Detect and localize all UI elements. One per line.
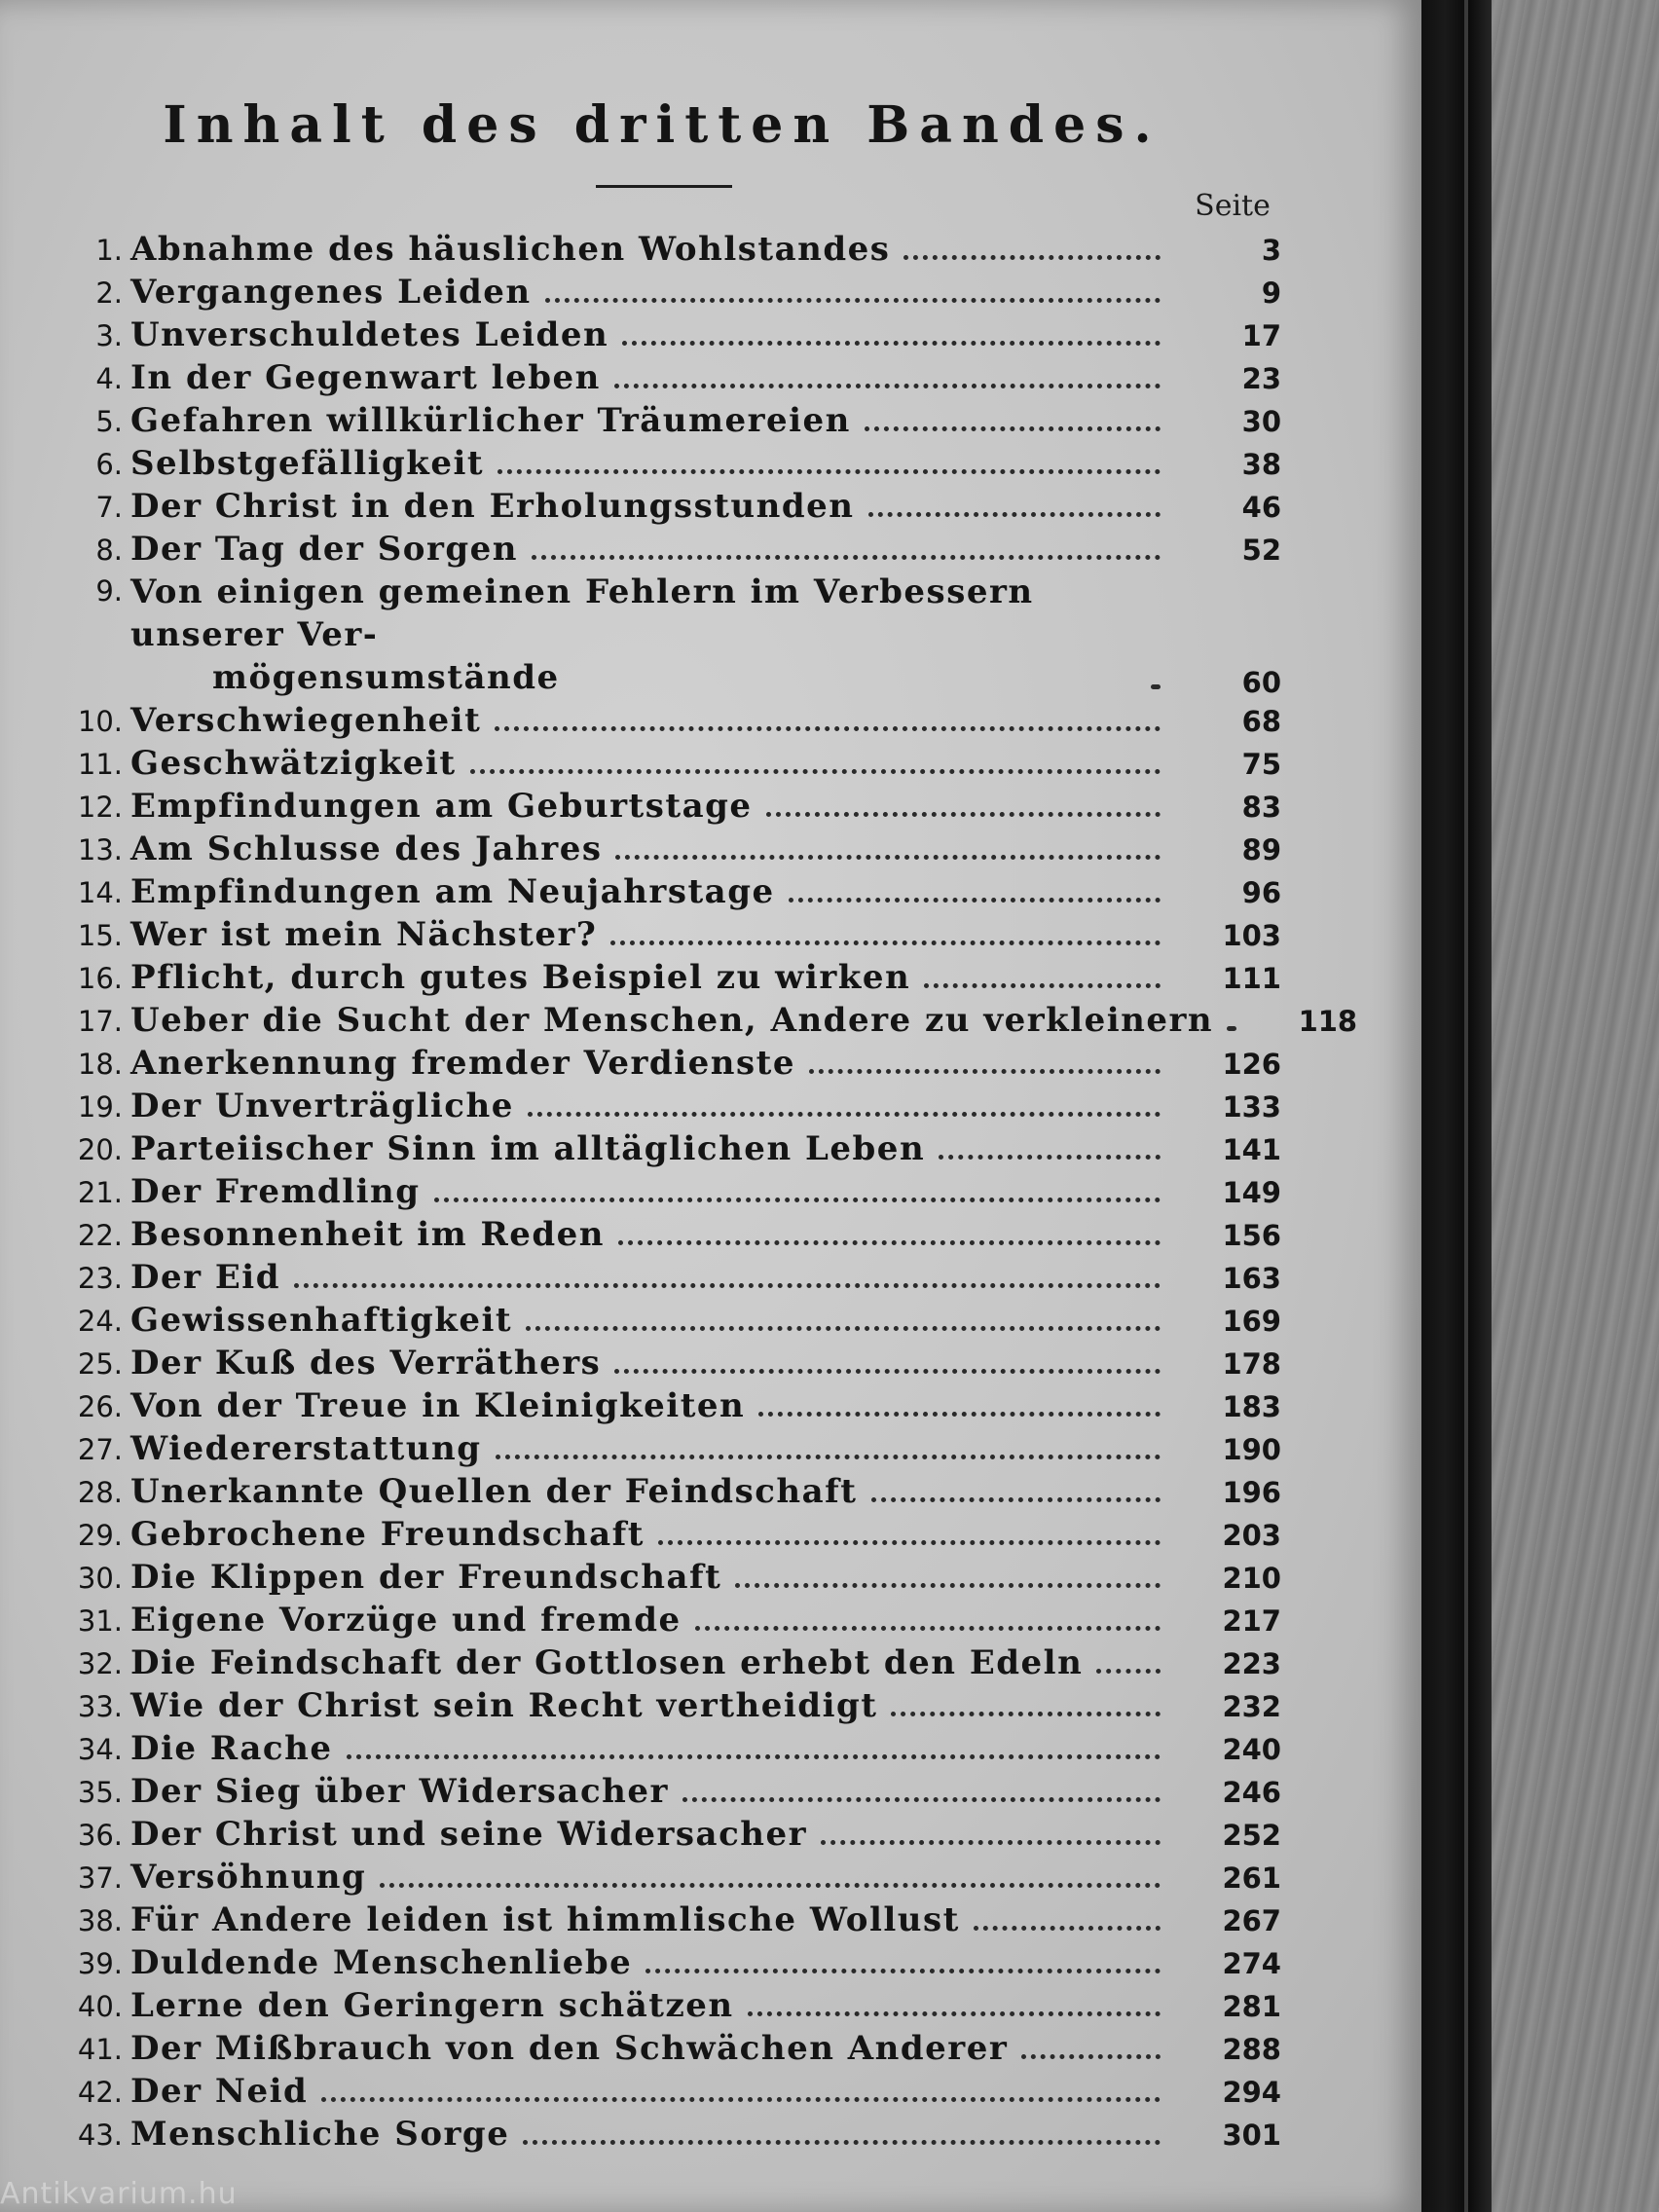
toc-entry-title [130, 571, 1137, 699]
toc-entry-number: 4. [95, 362, 123, 395]
toc-entry-title: Versöhnung [130, 1858, 367, 1897]
dot-leader [903, 255, 1161, 260]
toc-entry [55, 1899, 1281, 1941]
toc-entry-number: 13. [77, 833, 123, 866]
toc-entry-number: 1. [95, 234, 123, 267]
dot-leader [618, 1240, 1161, 1245]
toc-entry-page: 46 [1241, 491, 1281, 524]
dot-leader [924, 983, 1161, 988]
toc-entry [55, 785, 1281, 828]
toc-entry-number: 33. [77, 1690, 123, 1723]
toc-entry-title: Der Eid [130, 1258, 280, 1297]
toc-entry [55, 1684, 1281, 1727]
toc-entry-title: Lerne den Geringern schätzen [130, 1986, 734, 2025]
title-divider [596, 185, 732, 188]
dot-leader [1096, 1669, 1161, 1674]
dot-leader [526, 1326, 1161, 1331]
toc-entry-number: 12. [77, 791, 123, 824]
dot-leader [658, 1540, 1161, 1545]
toc-entry-number: 38. [77, 1904, 123, 1937]
toc-entry [55, 485, 1281, 528]
toc-entry-number: 5. [95, 405, 123, 438]
toc-entry-page: 83 [1241, 791, 1281, 824]
toc-entry-page: 89 [1241, 833, 1281, 866]
toc-entry-page: 240 [1222, 1733, 1281, 1766]
toc-entry-page: 232 [1222, 1690, 1281, 1723]
dot-leader [735, 1583, 1161, 1588]
toc-entry-page: 210 [1222, 1562, 1281, 1595]
dot-leader [496, 1455, 1161, 1459]
toc-entry [55, 1513, 1281, 1556]
toc-entry-page: 156 [1222, 1219, 1281, 1252]
toc-entry-number: 17. [77, 1005, 123, 1038]
toc-entry-page: 9 [1261, 276, 1281, 310]
toc-entry-page: 169 [1222, 1305, 1281, 1338]
toc-entry-page: 281 [1222, 1990, 1281, 2023]
dot-leader [523, 2140, 1161, 2145]
dot-leader [622, 341, 1161, 346]
toc-entry [55, 999, 1358, 1042]
toc-entry-page: 288 [1222, 2033, 1281, 2066]
toc-entry-number: 11. [77, 748, 123, 781]
toc-entry-number: 27. [77, 1433, 123, 1466]
toc-entry [55, 528, 1281, 571]
toc-entry-page: 274 [1222, 1947, 1281, 1980]
toc-entry [55, 313, 1281, 356]
toc-entry [55, 1599, 1281, 1641]
toc-entry [55, 228, 1281, 271]
toc-entry-page: 17 [1241, 319, 1281, 352]
toc-entry-number: 25. [77, 1347, 123, 1381]
dot-leader [610, 940, 1161, 945]
toc-entry-page: 133 [1222, 1090, 1281, 1124]
toc-entry-title: Der Sieg über Widersacher [130, 1772, 669, 1811]
toc-entry-title: Der Christ und seine Widersacher [130, 1815, 808, 1854]
toc-entry [55, 1813, 1281, 1856]
toc-entry-title: Pflicht, durch gutes Beispiel zu wirken [130, 958, 911, 997]
toc-entry-number: 9. [95, 574, 123, 608]
watermark: Antikvarium.hu [0, 2177, 238, 2211]
toc-entry-number: 21. [77, 1176, 123, 1209]
toc-entry-number: 20. [77, 1133, 123, 1166]
toc-entry-page: 3 [1261, 234, 1281, 267]
toc-entry [55, 828, 1281, 870]
toc-entry-title: Wie der Christ sein Recht vertheidigt [130, 1686, 878, 1725]
toc-entry-page: 223 [1222, 1647, 1281, 1680]
toc-entry-title: Von der Treue in Kleinigkeiten [130, 1386, 746, 1425]
dot-leader [1021, 2054, 1161, 2059]
dot-leader [939, 1155, 1161, 1160]
toc-entry [55, 1256, 1281, 1299]
toc-entry-number: 19. [77, 1090, 123, 1124]
toc-entry-number: 40. [77, 1990, 123, 2023]
toc-entry-page: 261 [1222, 1862, 1281, 1895]
dot-leader [545, 298, 1161, 303]
dot-leader [528, 1112, 1161, 1117]
toc-entry-number: 23. [77, 1262, 123, 1295]
toc-entry [55, 1856, 1281, 1899]
toc-entry [55, 1342, 1281, 1384]
toc-entry-number: 6. [95, 448, 123, 481]
dot-leader [871, 1497, 1161, 1502]
toc-entry-number: 14. [77, 876, 123, 909]
toc-entry [55, 442, 1281, 485]
toc-entry [55, 1085, 1281, 1127]
dot-leader [434, 1198, 1161, 1202]
toc-entry-number: 10. [77, 705, 123, 738]
dot-leader [470, 769, 1161, 774]
toc-entry [55, 956, 1281, 999]
toc-entry-title: Für Andere leiden ist himmlische Wollust [130, 1900, 960, 1939]
toc-entry-page: 68 [1241, 705, 1281, 738]
toc-entry-number: 41. [77, 2033, 123, 2066]
book-cover-edge [1414, 0, 1492, 2212]
toc-entry-page: 252 [1222, 1819, 1281, 1852]
dot-leader [891, 1712, 1161, 1716]
toc-entry [55, 399, 1281, 442]
toc-entry-title: Wer ist mein Nächster? [130, 915, 598, 954]
toc-entry-title: Anerkennung fremder Verdienste [130, 1044, 795, 1083]
dot-leader [974, 1926, 1161, 1931]
toc-entry-title: Parteiischer Sinn im alltäglichen Leben [130, 1129, 926, 1168]
toc-entry-number: 37. [77, 1862, 123, 1895]
toc-entry [55, 1127, 1281, 1170]
toc-entry-page: 217 [1222, 1604, 1281, 1638]
toc-entry [55, 2027, 1281, 2070]
toc-entry-page: 190 [1222, 1433, 1281, 1466]
toc-entry-title: Unerkannte Quellen der Feindschaft [130, 1472, 858, 1511]
toc-entry-number: 43. [77, 2119, 123, 2152]
toc-entry-page: 30 [1241, 405, 1281, 438]
toc-entry-page: 38 [1241, 448, 1281, 481]
toc-entry-title: Der Tag der Sorgen [130, 530, 518, 569]
toc-entry [55, 1770, 1281, 1813]
toc-entry-number: 42. [77, 2076, 123, 2109]
toc-entry [55, 1984, 1281, 2027]
toc-entry-page: 301 [1222, 2119, 1281, 2152]
page-column-header: Seite [1195, 189, 1271, 223]
dot-leader [380, 1883, 1161, 1888]
toc-entry-number: 18. [77, 1048, 123, 1081]
toc-entry [55, 1299, 1281, 1342]
toc-entry-number: 29. [77, 1519, 123, 1552]
toc-entry-title: Die Feindschaft der Gottlosen erhebt den Edeln [130, 1643, 1084, 1682]
toc-entry [55, 870, 1281, 913]
toc-entry-page: 183 [1222, 1390, 1281, 1423]
toc-entry-page: 203 [1222, 1519, 1281, 1552]
toc-entry-page: 163 [1222, 1262, 1281, 1295]
toc-entry-title: Empfindungen am Geburtstage [130, 787, 753, 826]
toc-entry-title: Der Mißbrauch von den Schwächen Anderer [130, 2029, 1009, 2068]
dot-leader [532, 555, 1161, 560]
toc-entry-number: 2. [95, 276, 123, 310]
toc-entry-title: Der Unverträgliche [130, 1087, 514, 1125]
toc-entry-number: 15. [77, 919, 123, 952]
page-title: Inhalt des dritten Bandes. [163, 95, 1161, 155]
dot-leader [321, 2097, 1161, 2102]
dot-leader [347, 1754, 1161, 1759]
dot-leader [865, 426, 1161, 431]
toc-entry [55, 913, 1281, 956]
toc-entry [55, 742, 1281, 785]
toc-entry-title: Empfindungen am Neujahrstage [130, 872, 775, 911]
dot-leader [615, 855, 1161, 860]
toc-entry-title: Gewissenhaftigkeit [130, 1301, 513, 1340]
toc-entry-title: Duldende Menschenliebe [130, 1943, 633, 1982]
toc-entry-title: Der Fremdling [130, 1172, 421, 1211]
toc-entry [55, 2113, 1281, 2156]
toc-entry-number: 30. [77, 1562, 123, 1595]
toc-entry-title: Gebrochene Freundschaft [130, 1515, 645, 1554]
toc-entry-number: 3. [95, 319, 123, 352]
toc-entry-page: 267 [1222, 1904, 1281, 1937]
toc-entry-title-continuation: mögensumstände [212, 658, 560, 697]
toc-entry-number: 39. [77, 1947, 123, 1980]
toc-entry-title: Ueber die Sucht der Menschen, Andere zu verkleinern [130, 1001, 1214, 1040]
toc-entry-page: 52 [1241, 534, 1281, 567]
toc-entry-page: 178 [1222, 1347, 1281, 1381]
dot-leader [868, 512, 1161, 517]
toc-entry [55, 1427, 1281, 1470]
toc-entry [55, 1042, 1281, 1085]
toc-entry [55, 1213, 1281, 1256]
toc-entry [55, 1727, 1281, 1770]
toc-entry [55, 1470, 1281, 1513]
toc-entry-title: Wiedererstattung [130, 1429, 482, 1468]
dot-leader [645, 1969, 1161, 1973]
toc-entry-title-line: Von einigen gemeinen Fehlern im Verbessern unserer Ver- [130, 572, 1034, 654]
toc-entry-page: 246 [1222, 1776, 1281, 1809]
dot-leader [682, 1797, 1161, 1802]
toc-entry-page: 75 [1241, 748, 1281, 781]
toc-entry-title: Selbstgefälligkeit [130, 444, 485, 483]
toc-entry-number: 28. [77, 1476, 123, 1509]
table-of-contents [55, 228, 1358, 2156]
toc-entry-page: 118 [1298, 1005, 1358, 1038]
dot-leader [766, 812, 1161, 817]
toc-entry-number: 8. [95, 534, 123, 567]
dot-leader [748, 2011, 1161, 2016]
toc-entry-title: Besonnenheit im Reden [130, 1215, 606, 1254]
dot-leader [695, 1626, 1161, 1631]
toc-entry-page: 96 [1241, 876, 1281, 909]
toc-entry-page: 149 [1222, 1176, 1281, 1209]
toc-entry-page: 294 [1222, 2076, 1281, 2109]
toc-entry-title: Verschwiegenheit [130, 701, 482, 740]
toc-entry-page: 111 [1222, 962, 1281, 995]
dot-leader [789, 898, 1161, 903]
toc-entry [55, 2070, 1281, 2113]
toc-entry-title: In der Gegenwart leben [130, 358, 601, 397]
toc-entry-title: Die Rache [130, 1729, 333, 1768]
dot-leader [614, 384, 1161, 388]
toc-entry-number: 22. [77, 1219, 123, 1252]
toc-entry-number: 7. [95, 491, 123, 524]
dot-leader [809, 1069, 1161, 1074]
toc-entry-number: 26. [77, 1390, 123, 1423]
toc-entry-title: Gefahren willkürlicher Träumereien [130, 401, 851, 440]
toc-entry-number: 35. [77, 1776, 123, 1809]
dot-leader [495, 726, 1161, 731]
toc-entry-page: 196 [1222, 1476, 1281, 1509]
dot-leader [821, 1840, 1161, 1845]
toc-entry-title: Menschliche Sorge [130, 2115, 510, 2154]
toc-entry-title: Der Neid [130, 2072, 309, 2111]
toc-entry-title: Vergangenes Leiden [130, 273, 532, 312]
dot-leader [614, 1369, 1161, 1374]
toc-entry-number: 36. [77, 1819, 123, 1852]
toc-entry-title: Unverschuldetes Leiden [130, 315, 609, 354]
toc-entry-title: Der Christ in den Erholungsstunden [130, 487, 855, 526]
toc-entry [55, 571, 1281, 699]
toc-entry [55, 699, 1281, 742]
toc-entry [55, 1941, 1281, 1984]
toc-entry [55, 271, 1281, 313]
dot-leader [758, 1412, 1161, 1417]
toc-entry-title: Abnahme des häuslichen Wohlstandes [130, 230, 891, 269]
toc-entry [55, 1170, 1281, 1213]
dot-leader [1151, 684, 1161, 689]
dot-leader [294, 1283, 1161, 1288]
toc-entry-title: Der Kuß des Verräthers [130, 1344, 602, 1382]
toc-entry-number: 31. [77, 1604, 123, 1638]
dot-leader [498, 469, 1161, 474]
toc-entry [55, 1556, 1281, 1599]
toc-entry-number: 32. [77, 1647, 123, 1680]
toc-entry-page: 141 [1222, 1133, 1281, 1166]
toc-entry [55, 1641, 1281, 1684]
toc-entry-title: Eigene Vorzüge und fremde [130, 1601, 682, 1640]
toc-entry-number: 16. [77, 962, 123, 995]
toc-entry-page: 23 [1241, 362, 1281, 395]
toc-entry-number: 34. [77, 1733, 123, 1766]
toc-entry-title: Die Klippen der Freundschaft [130, 1558, 722, 1597]
toc-entry [55, 356, 1281, 399]
toc-entry-number: 24. [77, 1305, 123, 1338]
toc-entry [55, 1384, 1281, 1427]
toc-entry-title: Am Schlusse des Jahres [130, 830, 603, 868]
dot-leader [1227, 1026, 1236, 1031]
toc-entry-title: Geschwätzigkeit [130, 744, 457, 783]
toc-entry-page: 60 [1241, 666, 1281, 699]
toc-entry-page: 126 [1222, 1048, 1281, 1081]
toc-entry-page: 103 [1222, 919, 1281, 952]
